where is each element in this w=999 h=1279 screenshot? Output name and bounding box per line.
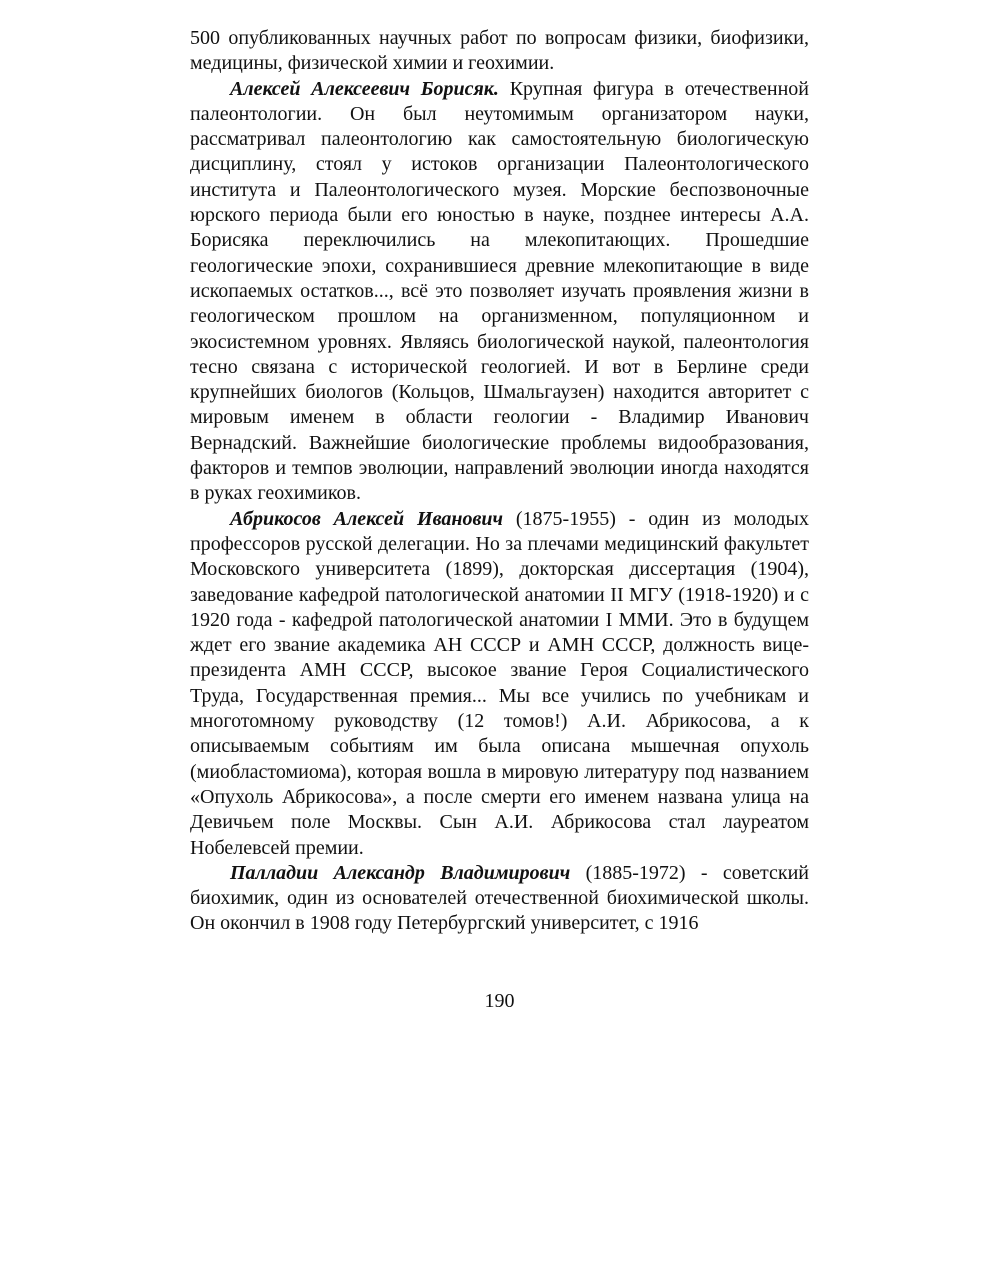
paragraph-borisyak (190, 77, 809, 507)
paragraph-text: Крупная фигура в отечественной палеонтологии. Он был неутомимым организатором науки, рассматривал палеонтологию как самостоятельную биологическую дисциплину, стоял у истоков организации Палеонтологического института и Палеонтологического музея. Морские беспозвоночные юрского периода были его юностью в науке, позднее интересы А.А. Борисяка переключились на млекопитающих. Прошедшие геологические эпохи, сохранившиеся древние млекопитающие в виде ископаемых остатков..., всё это позволяет изучать проявления жизни в геологическом прошлом на организменном, популяционном и экосистемном уровнях. Являясь биологической наукой, палеонтология тесно связана с исторической геологией. И вот в Берлине среди крупнейших биологов (Кольцов, Шмальгаузен) находится авторитет с мировым именем в области геологии - Владимир Иванович Вернадский. Важнейшие биологические проблемы видообразования, факторов и темпов эволюции, направлений эволюции иногда находятся в руках геохимиков. (190, 77, 809, 505)
paragraph-intro (190, 26, 809, 77)
person-name-borisyak: Алексей Алексеевич Борисяк. (230, 77, 499, 100)
person-name-abrikosov: Абрикосов Алексей Иванович (230, 507, 504, 530)
paragraph-text: (1885-1972) - советский биохимик, один из основателей отечественной биохимической школы. Он окончил в 1908 году Петербургский университет, с 1916 (190, 861, 809, 935)
page-body (190, 26, 809, 937)
page-number: 190 (484, 990, 515, 1012)
person-name-palladin: Палладии Александр Владимирович (230, 861, 571, 884)
paragraph-text: (1875-1955) - один из молодых профессоров русской делегации. Но за плечами медицинский факультет Московского университета (1899), докторская диссертация (1904), заведование кафедрой патологической анатомии II МГУ (1918-1920) и с 1920 года - кафедрой патологической анатомии I ММИ. Это в будущем ждет его звание академика АН СССР и АМН СССР, должность вице-президента АМН СССР, высокое звание Героя Социалистического Труда, Государственная премия... Мы все учились по учебникам и многотомному руководству (12 томов!) А.И. Абрикосова, а к описываемым событиям им была описана мышечная опухоль (миобластомиома), которая вошла в мировую литературу под названием «Опухоль Абрикосова», а после смерти его именем названа улица на Девичьем поле Москвы. Сын А.И. Абрикосова стал лауреатом Нобелевсей премии. (190, 507, 809, 859)
paragraph-abrikosov (190, 507, 809, 861)
paragraph-palladin (190, 861, 809, 937)
paragraph-text: 500 опубликованных научных работ по вопросам физики, биофизики, медицины, физической химии и геохимии. (190, 27, 809, 75)
